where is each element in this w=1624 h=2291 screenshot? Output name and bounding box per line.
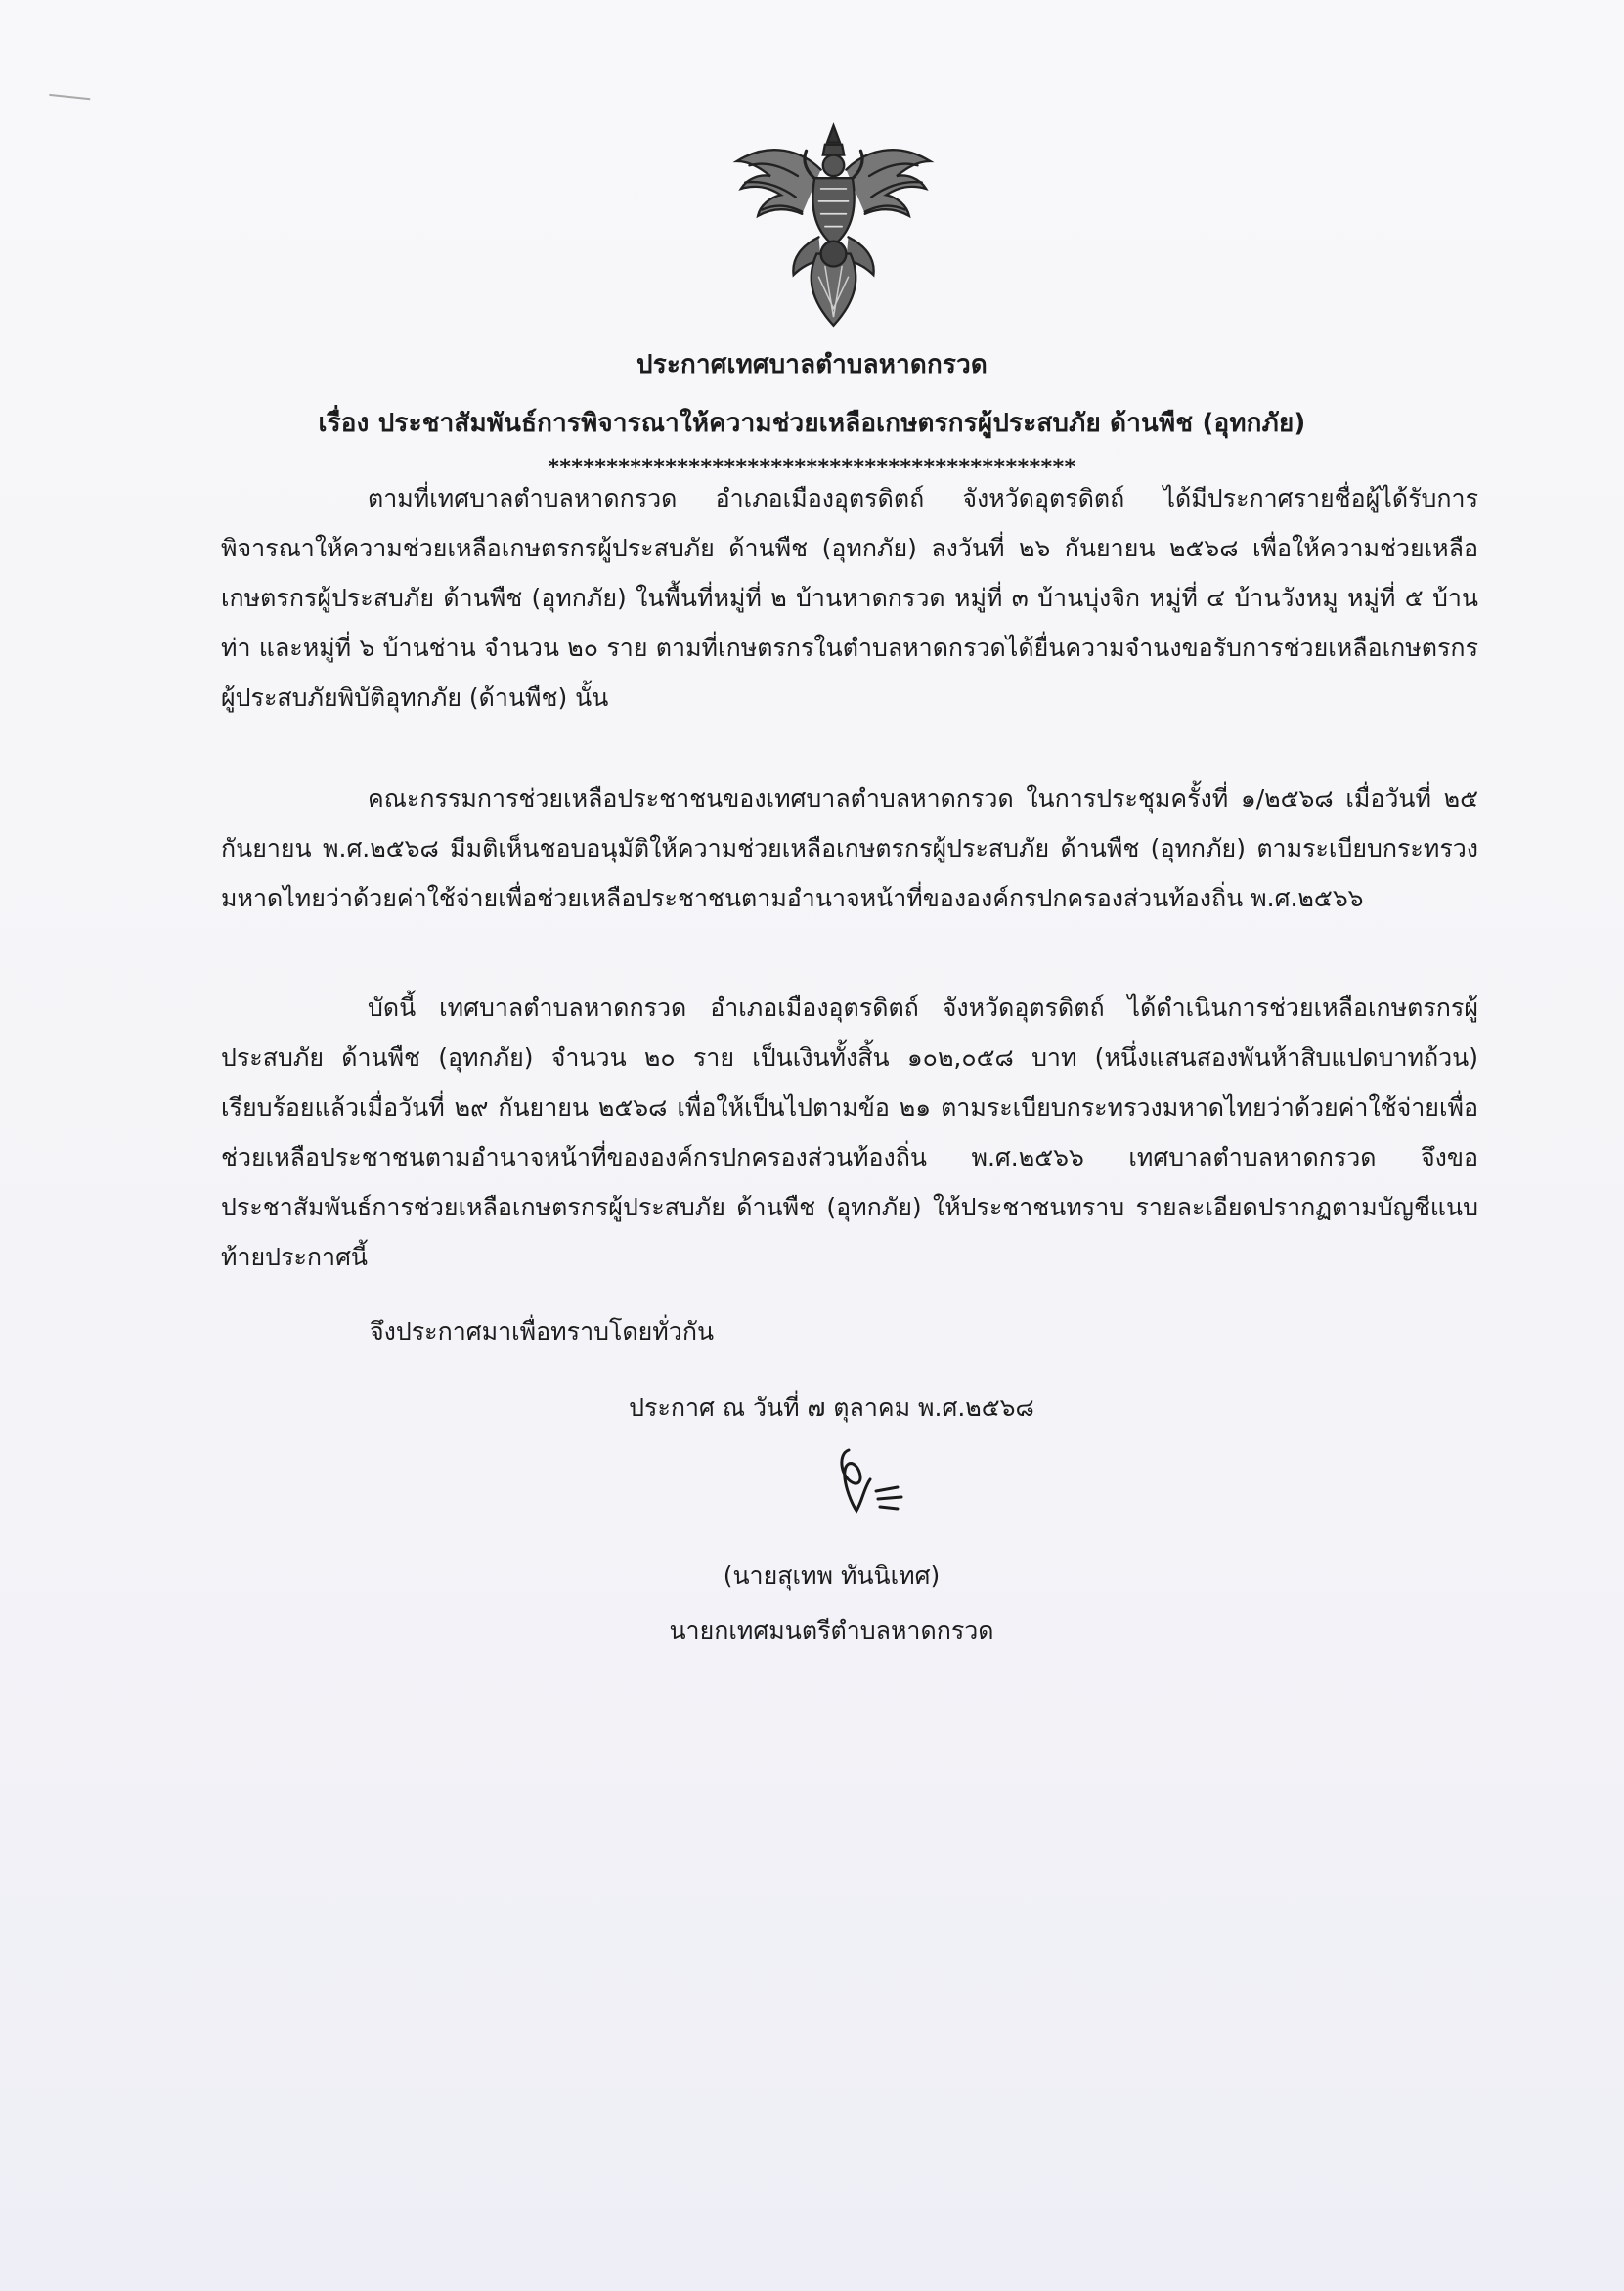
announcement-subject: เรื่อง ประชาสัมพันธ์การพิจารณาให้ความช่วยเหลือเกษตรกรผู้ประสบภัย ด้านพืช (อุทกภัย) — [318, 409, 1306, 438]
announcement-title: ประกาศเทศบาลตำบลหาดกรวด — [636, 350, 988, 379]
scan-artifact — [49, 94, 91, 106]
signatory-name: (นายสุเทพ ทันนิเทศ) — [723, 1562, 941, 1590]
paragraph-2: คณะกรรมการช่วยเหลือประชาชนของเทศบาลตำบลหาดกรวด ในการประชุมครั้งที่ ๑/๒๕๖๘ เมื่อวันที่ ๒๕ กันยายน พ.ศ.๒๕๖๘ มีมติเห็นชอบอนุมัติให้ความช่วยเหลือเกษตรกรผู้ประสบภัย ด้านพืช (อุทกภัย) ตามระเบียบกระทรวงมหาดไทยว่าด้วยค่าใช้จ่ายเพื่อช่วยเหลือประชาชนตามอำนาจหน้าที่ขององค์กรปกครองส่วนท้องถิ่น พ.ศ.๒๕๖๖ — [221, 784, 1478, 912]
title-divider: ********************************************* — [548, 456, 1076, 480]
paragraph-3: บัดนี้ เทศบาลตำบลหาดกรวด อำเภอเมืองอุตรดิตถ์ จังหวัดอุตรดิตถ์ ได้ดำเนินการช่วยเหลือเกษตรกรผู้ประสบภัย ด้านพืช (อุทกภัย) จำนวน ๒๐ ราย เป็นเงินทั้งสิ้น ๑๐๒,๐๕๘ บาท (หนึ่งแสนสองพันห้าสิบแปดบาทถ้วน) เรียบร้อยแล้วเมื่อวันที่ ๒๙ กันยายน ๒๕๖๘ เพื่อให้เป็นไปตามข้อ ๒๑ ตามระเบียบกระทรวงมหาดไทยว่าด้วยค่าใช้จ่ายเพื่อช่วยเหลือประชาชนตามอำนาจหน้าที่ขององค์กรปกครองส่วนท้องถิ่น พ.ศ.๒๕๖๖ เทศบาลตำบลหาดกรวด จึงขอประชาสัมพันธ์การช่วยเหลือเกษตรกรผู้ประสบภัย ด้านพืช (อุทกภัย) ให้ประชาชนทราบ รายละเอียดปรากฏตามบัญชีแนบท้ายประกาศนี้ — [221, 993, 1478, 1271]
handwritten-signature — [819, 1440, 927, 1528]
signatory-position: นายกเทศมนตรีตำบลหาดกรวด — [669, 1616, 994, 1645]
garuda-emblem-icon — [728, 119, 939, 330]
announcement-date: ประกาศ ณ วันที่ ๗ ตุลาคม พ.ศ.๒๕๖๘ — [629, 1393, 1034, 1422]
paragraph-1: ตามที่เทศบาลตำบลหาดกรวด อำเภอเมืองอุตรดิตถ์ จังหวัดอุตรดิตถ์ ได้มีประกาศรายชื่อผู้ได้รับการพิจารณาให้ความช่วยเหลือเกษตรกรผู้ประสบภัย ด้านพืช (อุทกภัย) ลงวันที่ ๒๖ กันยายน ๒๕๖๘ เพื่อให้ความช่วยเหลือเกษตรกรผู้ประสบภัย ด้านพืช (อุทกภัย) ในพื้นที่หมู่ที่ ๒ บ้านหาดกรวด หมู่ที่ ๓ บ้านบุ่งจิก หมู่ที่ ๔ บ้านวังหมู หมู่ที่ ๕ บ้านท่า และหมู่ที่ ๖ บ้านช่าน จำนวน ๒๐ ราย ตามที่เกษตรกรในตำบลหาดกรวดได้ยื่นความจำนงขอรับการช่วยเหลือเกษตรกรผู้ประสบภัยพิบัติอุทกภัย (ด้านพืช) นั้น — [221, 484, 1479, 712]
closing-statement: จึงประกาศมาเพื่อทราบโดยทั่วกัน — [370, 1317, 715, 1345]
